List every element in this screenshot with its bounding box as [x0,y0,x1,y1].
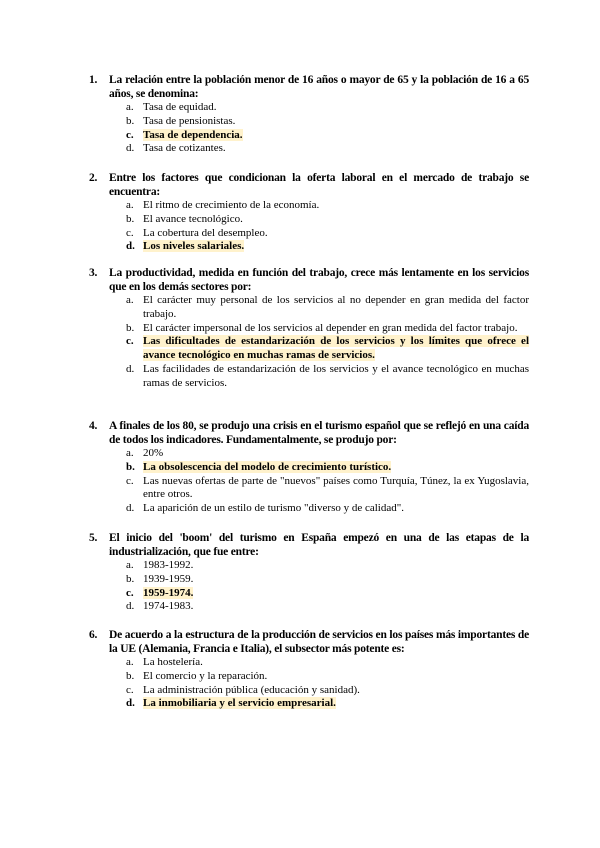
option-c [126,684,529,698]
question-text: Entre los factores que condicionan la oferta laboral en el mercado de trabajo se encuentra: [109,172,529,198]
option-letter: c. [126,335,134,348]
option-letter: b. [126,212,135,225]
option-list [126,656,529,711]
option-text: Tasa de dependencia. [143,128,243,141]
option-text: La cobertura del desempleo. [143,226,268,239]
option-b [126,670,529,684]
question-text: El inicio del 'boom' del turismo en España empezó en una de las etapas de la industrialización, que fue entre: [109,532,529,558]
option-text: Las dificultades de estandarización de los servicios y los límites que ofrece el avance tecnológico en muchas ramas de servicios. [143,335,529,362]
option-letter: a. [126,101,134,113]
option-letter: a. [126,559,134,571]
option-a [126,101,529,115]
option-letter: b. [126,460,135,473]
option-b [126,322,529,336]
option-list [126,199,529,254]
question-header [89,419,529,447]
option-text: Tasa de pensionistas. [143,114,236,127]
option-d [126,600,529,614]
question-5 [89,531,529,614]
question-text: A finales de los 80, se produjo una crisis en el turismo español que se reflejó en una caída de todos los indicadores. Fundamentalmente, se produjo por: [109,420,529,446]
option-text: Las facilidades de estandarización de los servicios y el avance tecnológico en muchas ramas de servicios. [143,362,529,389]
question-number: 2. [89,172,98,184]
option-text: Tasa de equidad. [143,101,217,113]
option-c-correct [126,129,529,143]
option-letter: c. [126,586,134,599]
option-letter: c. [126,226,134,239]
option-list [126,447,529,516]
option-c-correct [126,587,529,601]
option-text: El carácter muy personal de los servicios al no depender en gran medida del factor trabajo. [143,294,529,320]
option-text: 1974-1983. [143,600,194,613]
option-letter: c. [126,128,134,141]
question-6 [89,628,529,711]
option-d [126,142,529,156]
option-letter: d. [126,362,135,375]
question-2 [89,171,529,254]
option-list [126,294,529,391]
question-header [89,628,529,656]
option-text: Las nuevas ofertas de parte de "nuevos" países como Turquía, Túnez, la ex Yugoslavia, entre otros. [143,474,529,501]
question-3 [89,266,529,391]
option-d [126,502,529,516]
option-b [126,573,529,587]
option-text: El ritmo de crecimiento de la economía. [143,199,320,211]
option-c [126,227,529,241]
option-text: El carácter impersonal de los servicios al depender en gran medida del factor trabajo. [143,321,518,334]
option-a [126,199,529,213]
option-letter: a. [126,294,134,306]
option-letter: b. [126,669,135,682]
option-text: El avance tecnológico. [143,212,243,225]
question-header [89,531,529,559]
option-letter: d. [126,697,135,710]
option-letter: a. [126,447,134,459]
option-text: La obsolescencia del modelo de crecimiento turístico. [143,460,392,473]
question-header [89,171,529,199]
option-letter: d. [126,240,135,253]
question-4 [89,419,529,516]
question-text: La productividad, medida en función del trabajo, crece más lentamente en los servicios que en los demás sectores por: [109,267,529,293]
option-text: 1939-1959. [143,572,194,585]
question-header [89,73,529,101]
option-letter: d. [126,600,135,613]
question-header [89,266,529,294]
question-number: 1. [89,74,98,86]
option-text: 1983-1992. [143,559,194,571]
option-letter: c. [126,474,134,487]
question-text: La relación entre la población menor de 16 años o mayor de 65 y la población de 16 a 65 años, se denomina: [109,74,529,100]
option-a [126,294,529,322]
option-text: La hostelería. [143,656,203,668]
option-c [126,475,529,503]
question-1 [89,73,529,156]
option-text: La aparición de un estilo de turismo "diverso y de calidad". [143,502,404,515]
option-text: El comercio y la reparación. [143,669,268,682]
option-text: La administración pública (educación y sanidad). [143,683,360,696]
option-b [126,115,529,129]
option-d-correct [126,697,529,711]
option-b-correct [126,461,529,475]
option-text: 1959-1974. [143,586,194,599]
option-a [126,656,529,670]
option-a [126,559,529,573]
question-number: 6. [89,629,98,641]
option-list [126,101,529,156]
option-letter: d. [126,502,135,515]
question-text: De acuerdo a la estructura de la producción de servicios en los países más importantes de la UE (Alemania, Francia e Italia), el subsector más potente es: [109,629,529,655]
question-number: 5. [89,532,98,544]
option-text: Los niveles salariales. [143,240,245,253]
option-letter: c. [126,683,134,696]
option-d [126,363,529,391]
option-text: 20% [143,447,164,459]
option-text: Tasa de cotizantes. [143,142,226,155]
option-letter: b. [126,572,135,585]
option-letter: a. [126,656,134,668]
option-b [126,213,529,227]
question-number: 3. [89,267,98,279]
option-letter: a. [126,199,134,211]
option-letter: d. [126,142,135,155]
question-number: 4. [89,420,98,432]
option-a [126,447,529,461]
option-list [126,559,529,614]
option-c-correct [126,335,529,363]
option-letter: b. [126,321,135,334]
option-letter: b. [126,114,135,127]
option-text: La inmobiliaria y el servicio empresarial. [143,697,336,710]
option-d-correct [126,240,529,254]
